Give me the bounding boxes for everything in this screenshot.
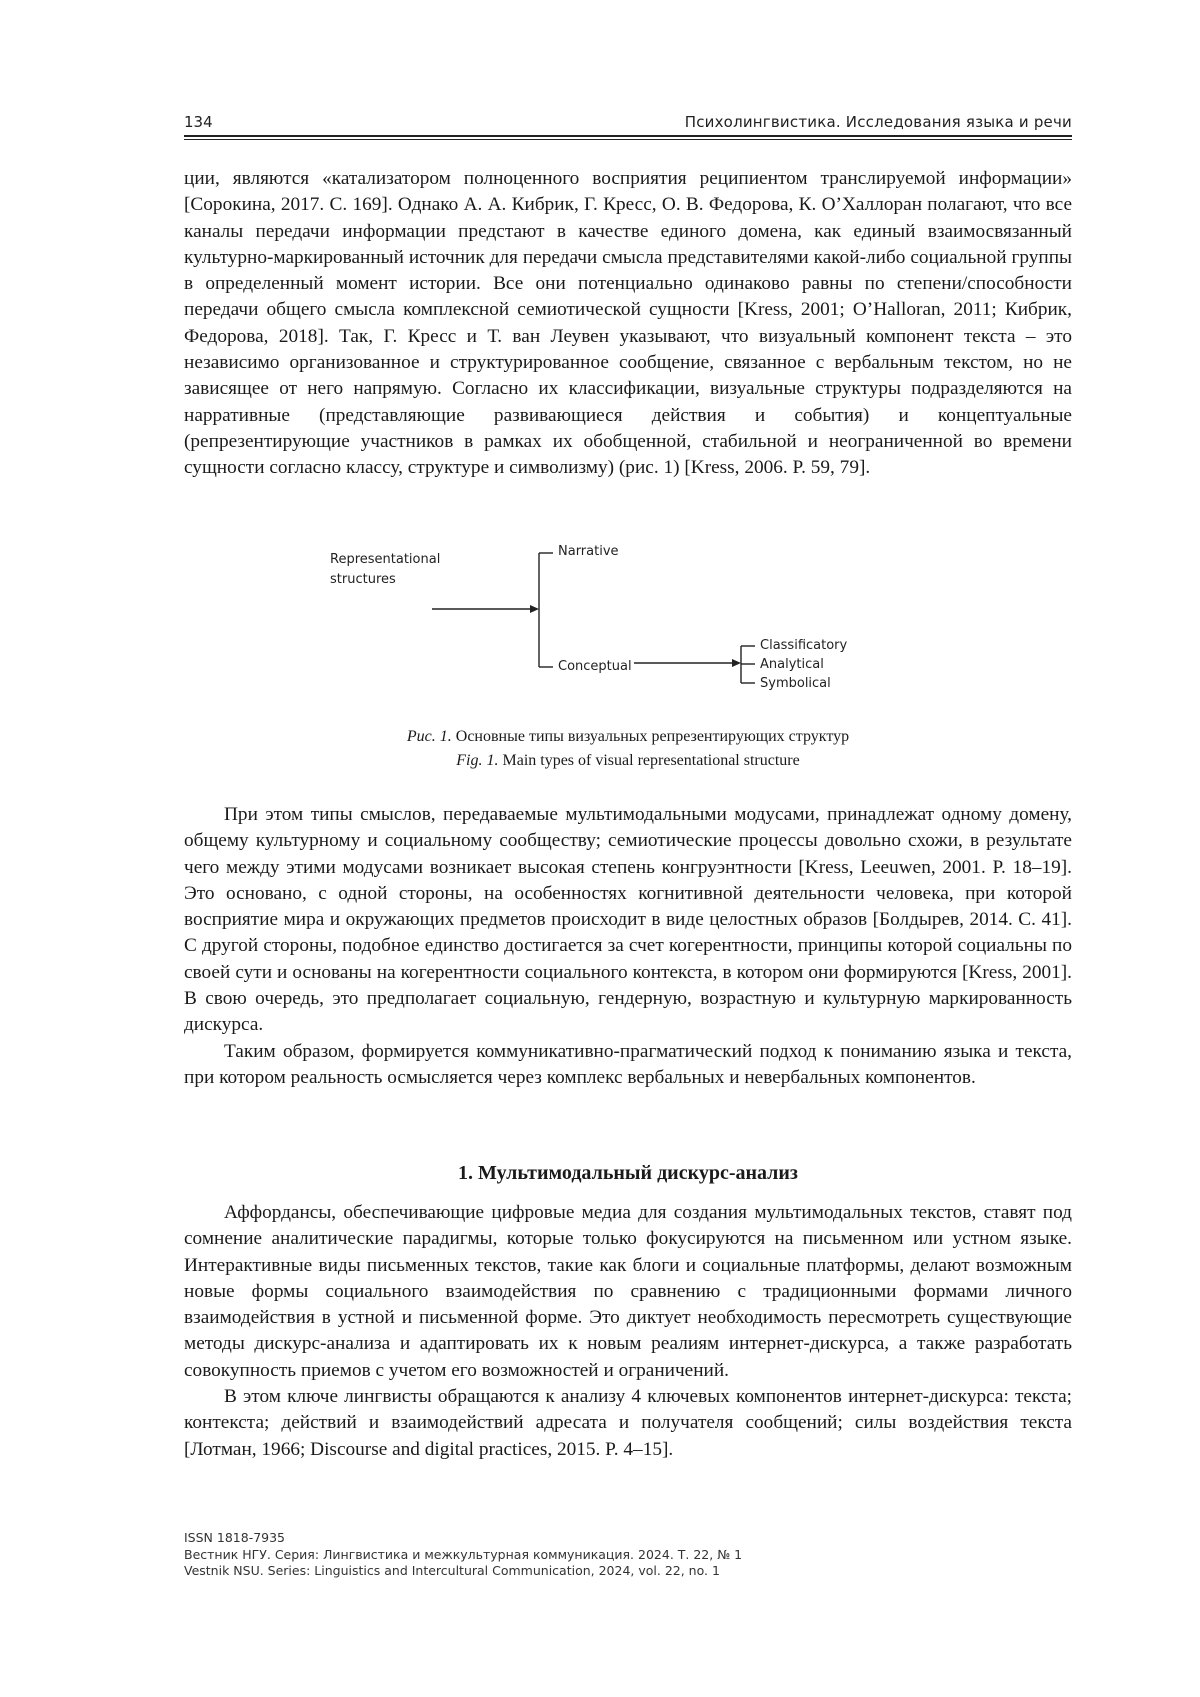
header-rule-thick [184, 135, 1072, 137]
text-block-middle [184, 802, 1072, 1091]
header-rule-thin [184, 139, 1072, 140]
text-block-section [184, 1200, 1072, 1463]
caption-ru-label: Рис. 1. [406, 728, 452, 745]
caption-ru-text: Основные типы визуальных репрезентирующих структур [455, 728, 850, 745]
running-title: Психолингвистика. Исследования языка и речи [684, 113, 1072, 131]
text-block-intro [184, 166, 1072, 482]
arrowhead-root [530, 605, 539, 613]
label-analytical: Analytical [760, 657, 824, 672]
figure-diagram [330, 540, 940, 700]
footer-journal-en: Vestnik NSU. Series: Linguistics and Intercultural Communication, 2024, vol. 22, no. 1 [184, 1563, 720, 1578]
label-representational: Representational [330, 552, 441, 567]
label-narrative: Narrative [558, 544, 619, 559]
label-conceptual: Conceptual [558, 659, 632, 674]
page-number: 134 [184, 113, 213, 131]
page-footer [184, 1530, 1072, 1580]
section-heading: 1. Мультимодальный дискурс-анализ [458, 1162, 798, 1184]
paragraph: Таким образом, формируется коммуникативно-прагматический подход к пониманию языка и текста, при котором реальность осмысляется через комплекс вербальных и невербальных компонентов. [184, 1040, 1072, 1088]
paragraph: Аффордансы, обеспечивающие цифровые медиа для создания мультимодальных текстов, ставят под сомнение аналитические парадигмы, которые только фокусируются на письменном или устном языке. Интерактивные виды письменных текстов, такие как блоги и социальные платформы, делают возможным новые формы социального взаимодействия по сравнению с традиционными формами личного взаимодействия в устной и письменной форме. Это диктует необходимость пересмотреть существующие методы дискурс-анализа и адаптировать их к новым реалиям интернет-дискурса, а также разработать совокупность приемов с учетом его возможностей и ограничений. [184, 1202, 1072, 1381]
label-structures: structures [330, 572, 396, 587]
footer-issn: ISSN 1818-7935 [184, 1530, 286, 1545]
paragraph: ции, являются «катализатором полноценного восприятия реципиентом транслируемой информации» [Сорокина, 2017. С. 169]. Однако А. А. Кибрик, Г. Кресс, О. В. Федорова, К. О’Халлоран полагают, что все каналы передачи информации предстают в качестве единого домена, как единый взаимосвязанный культурно-маркированный источник для передачи смысла представителями какой-либо социальной группы в определенный момент истории. Все они потенциально одинаково равны по степени/способности передачи общего смысла комплексной семиотической сущности [Kress, 2001; O’Halloran, 2011; Кибрик, Федорова, 2018]. Так, Г. Кресс и Т. ван Леувен указывают, что визуальный компонент текста – это независимо организованное и структурированное сообщение, связанное с вербальным текстом, но не зависящее от него напрямую. Согласно их классификации, визуальные структуры подразделяются на нарративные (представляющие развивающиеся действия и события) и концептуальные (репрезентирующие участников в рамках их обобщенной, стабильной и неограниченной во времени сущности согласно классу, структуре и символизму) (рис. 1) [Kress, 2006. P. 59, 79]. [184, 168, 1072, 479]
label-symbolical: Symbolical [760, 676, 831, 691]
arrowhead-conceptual [732, 659, 741, 667]
footer-journal-ru: Вестник НГУ. Серия: Лингвистика и межкультурная коммуникация. 2024. Т. 22, № 1 [184, 1546, 743, 1562]
figure-caption-ru [184, 728, 1072, 746]
figure-caption-en [184, 752, 1072, 770]
paragraph: В этом ключе лингвисты обращаются к анализу 4 ключевых компонентов интернет-дискурса: текста; контекста; действий и взаимодействий адресата и получателя сообщений; силы воздействия текста [Лотман, 1966; Discourse and digital practices, 2015. P. 4–15]. [184, 1386, 1072, 1460]
page-header [184, 113, 1072, 135]
label-classificatory: Classificatory [760, 638, 848, 653]
caption-en-text: Main types of visual representational structure [502, 752, 800, 769]
caption-en-label: Fig. 1. [456, 752, 499, 769]
paragraph: При этом типы смыслов, передаваемые мультимодальными модусами, принадлежат одному домену, общему культурному и социальному сообществу; семиотические процессы довольно схожи, в результате чего между этими модусами возникает высокая степень конгруэнтности [Kress, Leeuwen, 2001. P. 18–19]. Это основано, с одной стороны, на особенностях когнитивной деятельности человека, при которой восприятие мира и окружающих предметов происходит в виде целостных образов [Болдырев, 2014. С. 41]. С другой стороны, подобное единство достигается за счет когерентности, принципы которой социальны по своей сути и основаны на когерентности социального контекста, в котором они формируются [Kress, 2001]. В свою очередь, это предполагает социальную, гендерную, возрастную и культурную маркированность дискурса. [184, 804, 1072, 1036]
